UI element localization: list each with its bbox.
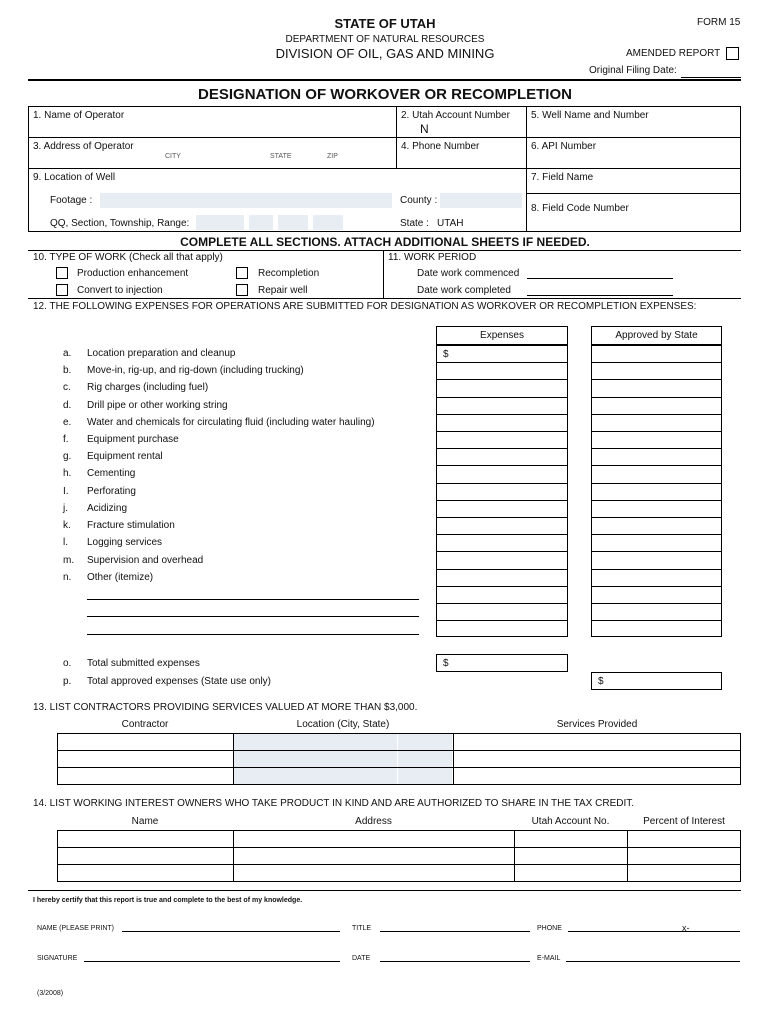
total-approved-input[interactable] — [591, 672, 722, 690]
city-label: CITY — [165, 153, 181, 160]
itemize-line[interactable] — [87, 599, 419, 600]
certification-statement: I hereby certify that this report is true and complete to the best of my knowledge. — [33, 897, 303, 904]
expense-row-line — [436, 414, 568, 415]
expense-letter: m. — [63, 555, 75, 566]
expense-label: Location preparation and cleanup — [87, 348, 236, 359]
table-col-line — [514, 830, 515, 882]
form-number: FORM 15 — [697, 17, 741, 28]
division-name: DIVISION OF OIL, GAS AND MINING — [275, 46, 495, 61]
itemize-line[interactable] — [87, 616, 419, 617]
expense-label: Logging services — [87, 537, 163, 548]
owner-percent-column-header: Percent of Interest — [643, 816, 725, 827]
itemize-line[interactable] — [87, 634, 419, 635]
print-name-field[interactable] — [122, 922, 340, 932]
expense-row-line — [436, 517, 568, 518]
approved-column-label: Approved by State — [615, 330, 698, 341]
operator-info-grid — [28, 106, 741, 232]
expense-label: Move-in, rig-up, and rig-down (including trucking) — [87, 365, 304, 376]
table-row[interactable] — [57, 767, 741, 768]
expense-letter: b. — [63, 365, 72, 376]
expense-row-line — [436, 534, 568, 535]
original-filing-date-field[interactable] — [681, 66, 741, 78]
phone-extension: x- — [682, 923, 690, 933]
expense-label: Supervision and overhead — [87, 555, 204, 566]
expense-row-line — [436, 551, 568, 552]
form-revision: (3/2008) — [37, 990, 64, 997]
expense-row-line — [436, 362, 568, 363]
date-field[interactable] — [380, 952, 530, 962]
repair-well-checkbox[interactable] — [236, 284, 248, 296]
expense-row-line — [591, 397, 722, 398]
expense-row-line — [591, 620, 722, 621]
field-name-label: 7. Field Name — [531, 172, 594, 183]
expense-row-line — [436, 465, 568, 466]
expense-letter: e. — [63, 417, 72, 428]
expenses-heading: 12. THE FOLLOWING EXPENSES FOR OPERATIONS ARE SUBMITTED FOR DESIGNATION AS WORKOVER OR RECOMPLETION EXPENSES: — [33, 301, 697, 312]
owner-address-column-header: Address — [355, 816, 392, 827]
phone-field[interactable] — [568, 922, 740, 932]
state-sublabel: STATE — [270, 153, 292, 160]
expense-label: Acidizing — [87, 503, 128, 514]
expense-letter: c. — [63, 382, 71, 393]
phone-number-label: 4. Phone Number — [401, 141, 480, 152]
expense-letter: I. — [63, 486, 69, 497]
contractor-location-city-fill[interactable] — [234, 734, 397, 784]
qq-input[interactable] — [196, 215, 244, 230]
expense-row-line — [436, 603, 568, 604]
expense-label: Equipment rental — [87, 451, 163, 462]
repair-well-label: Repair well — [258, 285, 308, 296]
original-filing-label: Original Filing Date: — [589, 65, 677, 76]
expense-row-line — [591, 431, 722, 432]
signature-label: SIGNATURE — [37, 955, 78, 962]
amended-report-checkbox[interactable] — [726, 47, 739, 60]
total-submitted-label: Total submitted expenses — [87, 658, 200, 669]
location-column-header: Location (City, State) — [296, 719, 390, 730]
expense-row-line — [591, 500, 722, 501]
expense-row-line — [591, 465, 722, 466]
expense-label: Water and chemicals for circulating fluid (including water hauling) — [87, 417, 375, 428]
expense-row-line — [436, 620, 568, 621]
expense-row-line — [591, 362, 722, 363]
grid-row-line — [526, 193, 741, 194]
expense-row-line — [591, 586, 722, 587]
department-name: DEPARTMENT OF NATURAL RESOURCES — [285, 34, 485, 45]
contractor-column-header: Contractor — [121, 719, 169, 730]
date-label: DATE — [352, 955, 371, 962]
expenses-input-column[interactable] — [436, 345, 568, 637]
footage-input[interactable] — [100, 193, 392, 208]
expense-row-line — [591, 569, 722, 570]
table-col-line — [233, 830, 234, 882]
expense-letter: g. — [63, 451, 72, 462]
instructions-banner: COMPLETE ALL SECTIONS. ATTACH ADDITIONAL SHEETS IF NEEDED. — [180, 235, 590, 249]
range-input[interactable] — [313, 215, 343, 230]
state-value: UTAH — [437, 218, 464, 229]
utah-account-label: 2. Utah Account Number — [401, 110, 510, 121]
expense-row-line — [436, 379, 568, 380]
location-of-well-label: 9. Location of Well — [33, 172, 116, 183]
expense-row-line — [436, 448, 568, 449]
section-input[interactable] — [249, 215, 273, 230]
table-col-line — [627, 830, 628, 882]
expense-letter: l. — [63, 537, 68, 548]
table-row[interactable] — [57, 847, 741, 848]
date-completed-label: Date work completed — [417, 285, 511, 296]
expense-label: Equipment purchase — [87, 434, 179, 445]
expense-label: Perforating — [87, 486, 136, 497]
total-approved-label: Total approved expenses (State use only) — [87, 676, 271, 687]
expense-letter: n. — [63, 572, 72, 583]
total-approved-dollar: $ — [598, 676, 604, 687]
expense-row-line — [436, 431, 568, 432]
expense-letter: f. — [63, 434, 69, 445]
type-of-work-label: 10. TYPE OF WORK (Check all that apply) — [33, 252, 223, 263]
operator-name-label: 1. Name of Operator — [33, 110, 125, 121]
phone-label: PHONE — [537, 925, 562, 932]
county-label: County : — [400, 195, 438, 206]
services-column-header: Services Provided — [556, 719, 638, 730]
signature-field[interactable] — [84, 952, 340, 962]
expense-row-line — [436, 586, 568, 587]
expense-row-line — [436, 397, 568, 398]
print-name-label: NAME (PLEASE PRINT) — [37, 925, 115, 932]
expense-row-line — [591, 551, 722, 552]
total-submitted-dollar: $ — [443, 658, 449, 669]
expense-row-line — [591, 483, 722, 484]
form-title: DESIGNATION OF WORKOVER OR RECOMPLETION — [198, 86, 572, 103]
expense-row-line — [591, 448, 722, 449]
expense-row-line — [591, 517, 722, 518]
approved-input-column[interactable] — [591, 345, 722, 637]
contractors-heading: 13. LIST CONTRACTORS PROVIDING SERVICES VALUED AT MORE THAN $3,000. — [33, 702, 418, 713]
section-divider — [28, 890, 741, 891]
section-divider — [28, 298, 741, 299]
expense-label: Other (itemize) — [87, 572, 154, 583]
field-code-label: 8. Field Code Number — [531, 203, 629, 214]
contractor-location-state-fill[interactable] — [398, 734, 452, 784]
state-title: STATE OF UTAH — [334, 16, 436, 31]
total-submitted-letter: o. — [63, 658, 72, 669]
footage-label: Footage : — [50, 195, 93, 206]
expense-label: Drill pipe or other working string — [87, 400, 228, 411]
owners-heading: 14. LIST WORKING INTEREST OWNERS WHO TAKE PRODUCT IN KIND AND ARE AUTHORIZED TO SHARE IN THE TAX CREDIT. — [33, 798, 635, 809]
date-commenced-label: Date work commenced — [417, 268, 520, 279]
work-period-label: 11. WORK PERIOD — [388, 252, 477, 263]
email-field[interactable] — [566, 952, 740, 962]
grid-col-line — [396, 106, 397, 168]
date-completed-field[interactable] — [527, 285, 673, 296]
expense-letter: d. — [63, 400, 72, 411]
section-divider — [28, 250, 741, 251]
table-col-line — [233, 733, 234, 785]
zip-label: ZIP — [327, 153, 338, 160]
grid-row-line — [28, 168, 741, 169]
expense-letter: j. — [63, 503, 68, 514]
qq-section-label: QQ, Section, Township, Range: — [50, 218, 190, 229]
state-label: State : — [400, 218, 429, 229]
expenses-column-label: Expenses — [480, 330, 524, 341]
operator-address-label: 3. Address of Operator — [33, 141, 134, 152]
expenses-dollar-sign: $ — [443, 349, 449, 360]
expense-label: Fracture stimulation — [87, 520, 175, 531]
recompletion-label: Recompletion — [258, 268, 320, 279]
recompletion-checkbox[interactable] — [236, 267, 248, 279]
expense-row-line — [591, 414, 722, 415]
utah-account-value[interactable]: N — [420, 122, 429, 136]
expense-label: Cementing — [87, 468, 136, 479]
amended-report-label: AMENDED REPORT — [626, 48, 721, 59]
convert-injection-label: Convert to injection — [77, 285, 163, 296]
title-field[interactable] — [380, 922, 530, 932]
table-row[interactable] — [57, 750, 741, 751]
well-name-label: 5. Well Name and Number — [531, 110, 649, 121]
production-enhancement-checkbox[interactable] — [56, 267, 68, 279]
api-number-label: 6. API Number — [531, 141, 597, 152]
owners-table — [57, 830, 741, 882]
grid-row-line — [28, 137, 741, 138]
date-commenced-field[interactable] — [527, 268, 673, 279]
grid-col-line — [526, 106, 527, 232]
township-input[interactable] — [278, 215, 308, 230]
table-row[interactable] — [57, 864, 741, 865]
production-enhancement-label: Production enhancement — [77, 268, 189, 279]
email-label: E-MAIL — [537, 955, 561, 962]
total-approved-letter: p. — [63, 676, 72, 687]
expense-row-line — [591, 379, 722, 380]
expense-row-line — [436, 500, 568, 501]
expense-row-line — [436, 483, 568, 484]
expense-row-line — [591, 603, 722, 604]
header-divider — [28, 79, 741, 81]
expense-label: Rig charges (including fuel) — [87, 382, 209, 393]
work-divider — [383, 250, 384, 298]
expense-letter: a. — [63, 348, 72, 359]
county-input[interactable] — [440, 193, 522, 208]
expense-row-line — [436, 569, 568, 570]
expense-letter: h. — [63, 468, 72, 479]
table-col-line — [453, 733, 454, 785]
total-submitted-input[interactable] — [436, 654, 568, 672]
expense-letter: k. — [63, 520, 71, 531]
expense-row-line — [591, 534, 722, 535]
title-label: TITLE — [352, 925, 372, 932]
convert-injection-checkbox[interactable] — [56, 284, 68, 296]
owner-account-column-header: Utah Account No. — [531, 816, 610, 827]
owner-name-column-header: Name — [131, 816, 159, 827]
